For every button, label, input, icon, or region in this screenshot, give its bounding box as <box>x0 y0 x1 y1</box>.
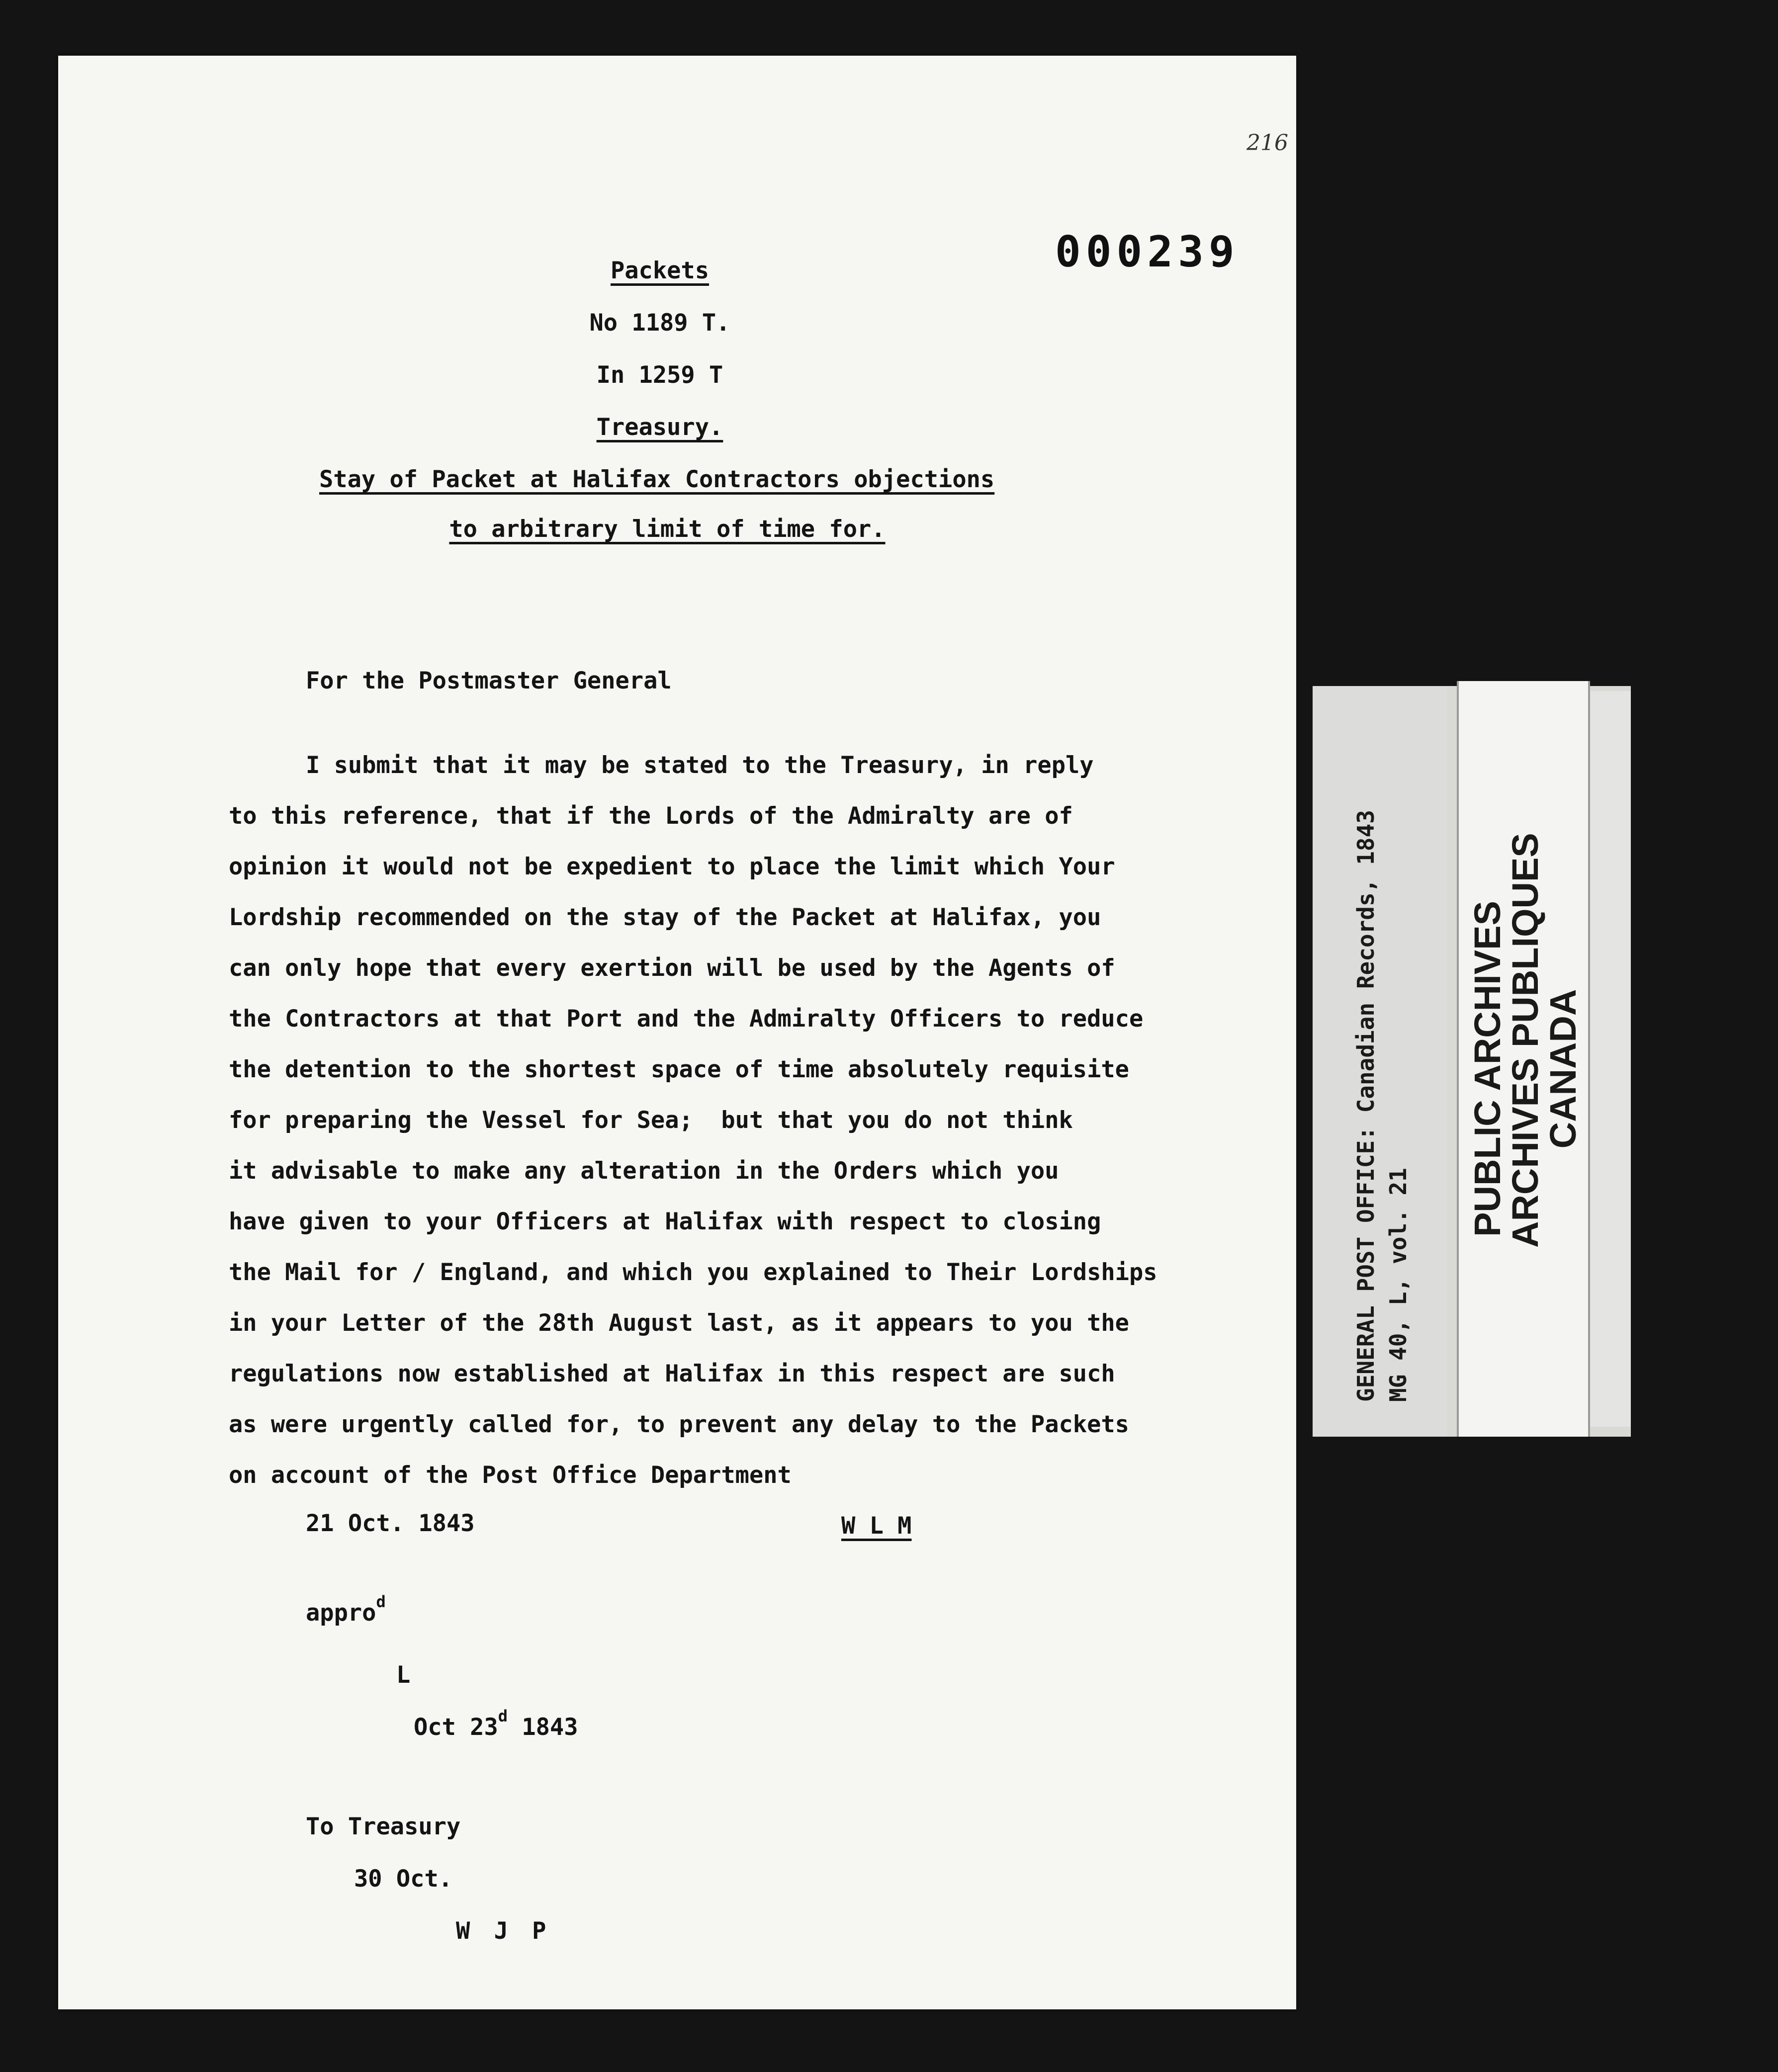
document-stamp-number: 000239 <box>1055 227 1240 277</box>
addressee: For the Postmaster General <box>306 667 672 694</box>
heading-packets: Packets <box>610 257 710 284</box>
heading-treasury: Treasury. <box>596 414 723 441</box>
approval-note: appro$^d$ <box>306 1592 386 1627</box>
body-line: the Contractors at that Port and the Admiralty Officers to reduce <box>229 1005 1144 1033</box>
to-treasury: To Treasury <box>306 1813 461 1840</box>
archive-reference-slip <box>1313 686 1631 1437</box>
body-line: for preparing the Vessel for Sea; but that you do not think <box>229 1107 1073 1134</box>
body-line: regulations now established at Halifax in this respect are such <box>229 1360 1115 1387</box>
to-treasury-date: 30 Oct. <box>354 1865 453 1893</box>
heading-in-number: In 1259 T <box>596 361 723 389</box>
record-volume-line: MG 40, L, vol. 21 <box>1385 1168 1412 1402</box>
body-line: as were urgently called for, to prevent any delay to the Packets <box>229 1411 1129 1438</box>
archives-stamp-line: ARCHIVES PUBLIQUES <box>1505 833 1546 1248</box>
memo-initials: W L M <box>841 1512 912 1540</box>
body-line: on account of the Post Office Department <box>229 1462 792 1489</box>
body-line: can only hope that every exertion will be used by the Agents of <box>229 954 1115 982</box>
memo-date: 21 Oct. 1843 <box>306 1510 475 1537</box>
body-line: to this reference, that if the Lords of the Admiralty are of <box>229 802 1073 830</box>
body-line: in your Letter of the 28th August last, as it appears to you the <box>229 1309 1129 1337</box>
archives-stamp <box>1467 833 1584 1248</box>
body-line: opinion it would not be expedient to place the limit which Your <box>229 853 1115 880</box>
approval-initial: L <box>396 1661 411 1689</box>
approval-date: Oct 23$^d$ 1843 <box>414 1707 578 1741</box>
archives-stamp-line: PUBLIC ARCHIVES <box>1467 901 1508 1237</box>
body-line: have given to your Officers at Halifax with respect to closing <box>229 1208 1101 1235</box>
slip-edge <box>1590 691 1631 1427</box>
body-line: the Mail for / England, and which you explained to Their Lordships <box>229 1259 1157 1286</box>
body-line: the detention to the shortest space of time absolutely requisite <box>229 1056 1129 1083</box>
archives-stamp-line: CANADA <box>1542 989 1584 1149</box>
body-line: Lordship recommended on the stay of the Packet at Halifax, you <box>229 904 1101 931</box>
heading-number: No 1189 T. <box>589 309 730 337</box>
record-series-line: GENERAL POST OFFICE: Canadian Records, 1843 <box>1352 810 1379 1402</box>
body-line: it advisable to make any alteration in the Orders which you <box>229 1157 1059 1185</box>
closing-initials: W J P <box>456 1917 551 1945</box>
archives-stamp-band <box>1457 681 1590 1437</box>
handwritten-folio-number: 216 <box>1246 130 1288 156</box>
document-page <box>58 56 1296 2009</box>
subject-line-2: to arbitrary limit of time for. <box>449 516 886 543</box>
body-line: I submit that it may be stated to the Treasury, in reply <box>306 752 1094 779</box>
slip-reference-panel <box>1313 686 1447 1437</box>
subject-line-1: Stay of Packet at Halifax Contractors objections <box>319 466 995 493</box>
